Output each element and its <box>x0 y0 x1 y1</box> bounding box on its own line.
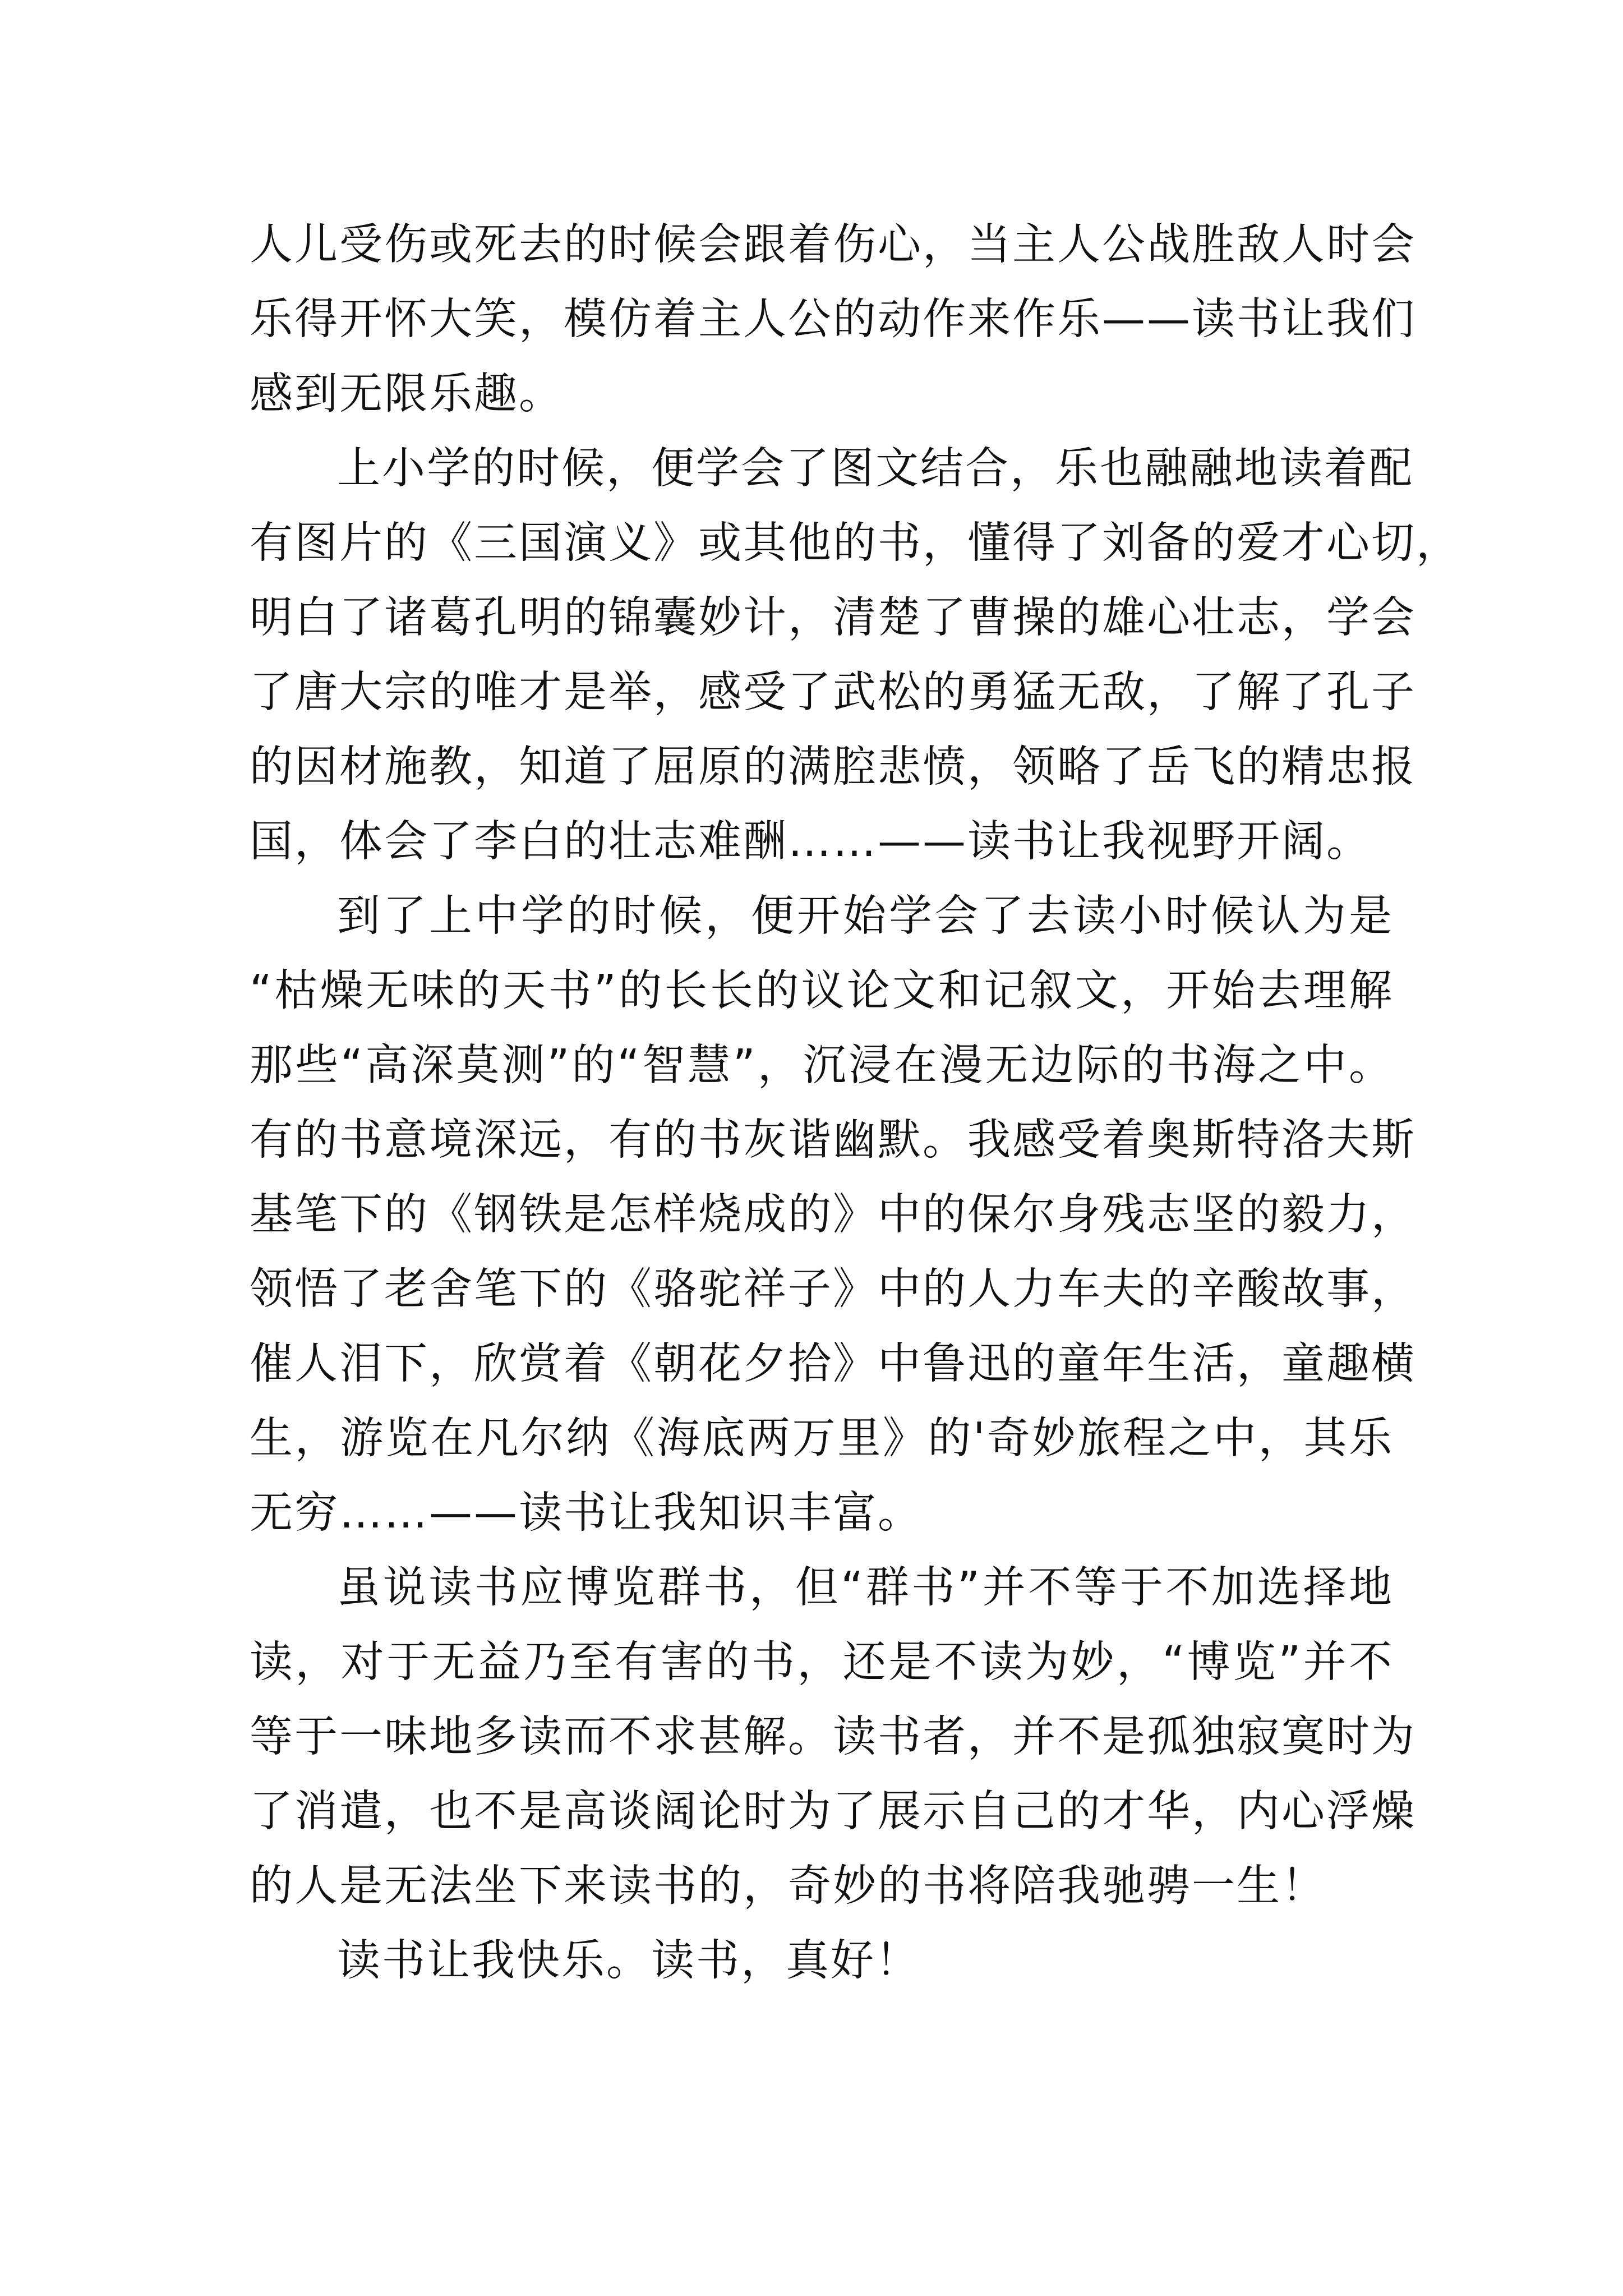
text-line: 人儿受伤或死去的时候会跟着伤心，当主人公战胜敌人时会 <box>250 220 1416 270</box>
text-line: 有的书意境深远，有的书灰谐幽默。我感受着奥斯特洛夫斯 <box>250 1115 1416 1165</box>
text-line: 读，对于无益乃至有害的书，还是不读为妙，“博览”并不 <box>250 1637 1394 1687</box>
text-line: 那些“高深莫测”的“智慧”，沉浸在漫无边际的书海之中。 <box>250 1041 1394 1091</box>
text-line: 等于一味地多读而不求甚解。读书者，并不是孤独寂寞时为 <box>250 1712 1416 1762</box>
text-line: 感到无限乐趣。 <box>250 369 564 419</box>
text-line: 读书让我快乐。读书，真好！ <box>337 1936 920 1986</box>
text-line: 生，游览在凡尔纳《海底两万里》的'奇妙旅程之中，其乐 <box>250 1414 1394 1464</box>
text-line: 无穷……——读书让我知识丰富。 <box>250 1488 923 1538</box>
document-body <box>250 208 1461 1998</box>
text-line: 国，体会了李白的壮志难酬……——读书让我视野开阔。 <box>250 817 1371 867</box>
text-line: 有图片的《三国演义》或其他的书，懂得了刘备的爱才心切， <box>250 518 1461 568</box>
text-line: 了消遣，也不是高谈阔论时为了展示自己的才华，内心浮燥 <box>250 1787 1416 1837</box>
text-line: 了唐大宗的唯才是举，感受了武松的勇猛无敌，了解了孔子 <box>250 668 1416 717</box>
text-line: 明白了诸葛孔明的锦囊妙计，清楚了曹操的雄心壮志，学会 <box>250 593 1416 643</box>
text-line: 上小学的时候，便学会了图文结合，乐也融融地读着配 <box>337 444 1414 494</box>
text-line: 乐得开怀大笑，模仿着主人公的动作来作乐——读书让我们 <box>250 295 1416 344</box>
text-line: 基笔下的《钢铁是怎样烧成的》中的保尔身残志坚的毅力， <box>250 1190 1416 1240</box>
text-line: 催人泪下，欣赏着《朝花夕拾》中鲁迅的童年生活，童趣横 <box>250 1339 1416 1389</box>
text-line: “枯燥无味的天书”的长长的议论文和记叙文，开始去理解 <box>250 966 1394 1016</box>
text-line: 虽说读书应博览群书，但“群书”并不等于不加选择地 <box>337 1563 1394 1613</box>
text-line: 的人是无法坐下来读书的，奇妙的书将陪我驰骋一生！ <box>250 1861 1326 1911</box>
text-line: 领悟了老舍笔下的《骆驼祥子》中的人力车夫的辛酸故事， <box>250 1264 1416 1314</box>
text-line: 到了上中学的时候，便开始学会了去读小时候认为是 <box>337 891 1394 941</box>
text-line: 的因材施教，知道了屈原的满腔悲愤，领略了岳飞的精忠报 <box>250 742 1416 792</box>
